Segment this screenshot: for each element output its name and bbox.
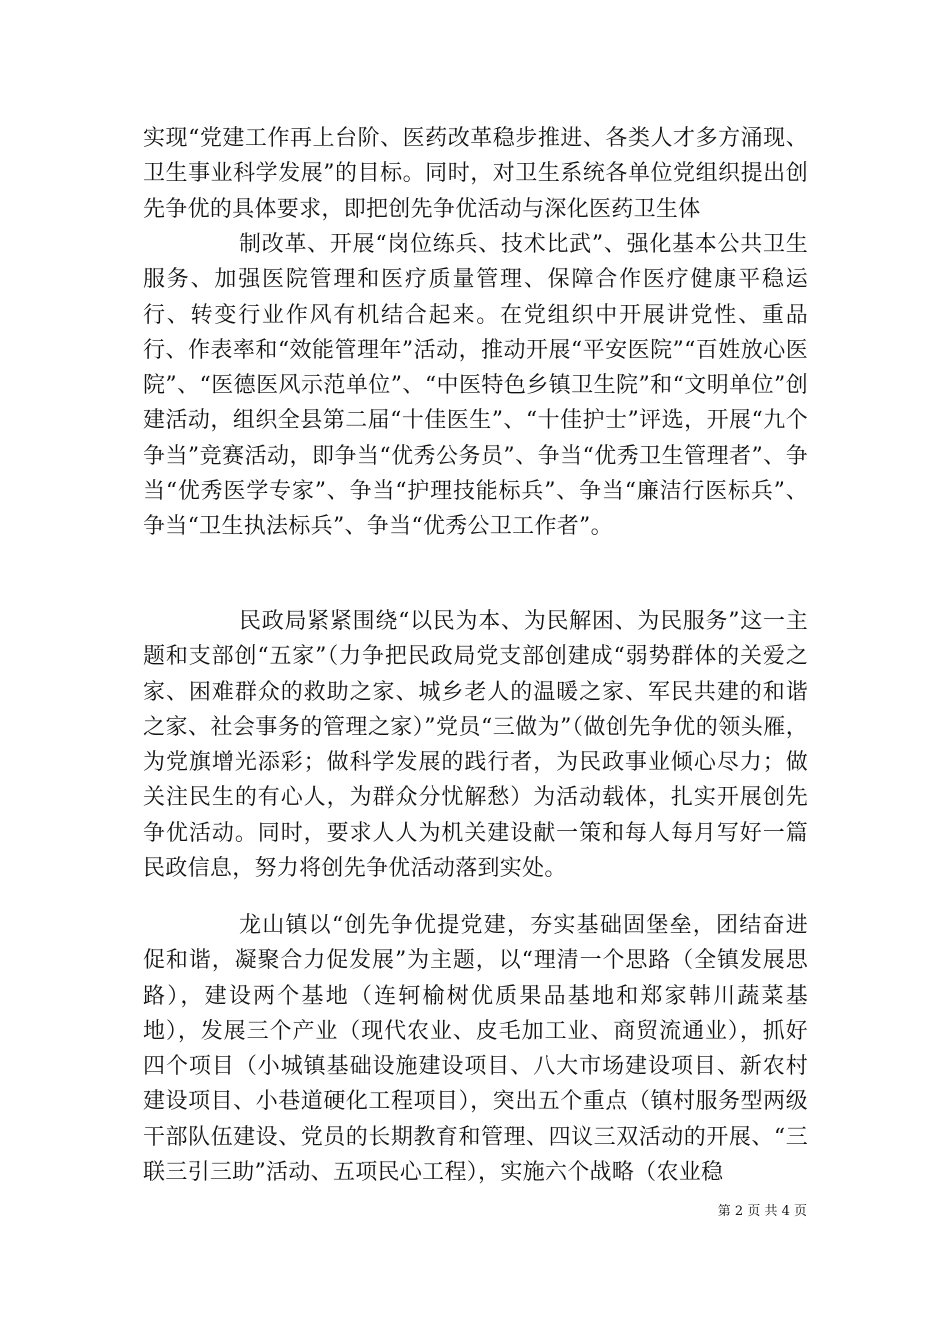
paragraph-longshan-town: 龙山镇以“创先争优提党建，夯实基础固堡垒，团结奋进促和谐，凝聚合力促发展”为主题，以“理清一个思路（全镇发展思路），建设两个基地（连轲榆树优质果品基地和郑家韩川蔬菜基地），发展三个产业（现代农业、皮毛加工业、商贸流通业），抓好四个项目（小城镇基础设施建设项目、八大市场建设项目、新农村建设项目、小巷道硬化工程项目），突出五个重点（镇村服务型两级干部队伍建设、党员的长期教育和管理、四议三双活动的开展、“三联三引三助”活动、五项民心工程），实施六个战略（农业稳 <box>143 913 808 1186</box>
page-number-footer: 第 2 页 共 4 页 <box>717 1204 807 1219</box>
paragraph-health-activities: 制改革、开展“岗位练兵、技术比武”、强化基本公共卫生服务、加强医院管理和医疗质量管理、保障合作医疗健康平稳运行、转变行业作风有机结合起来。在党组织中开展讲党性、重品行、作表率和“效能管理年”活动，推动开展“平安医院”“百姓放心医院”、“医德医风示范单位”、“中医特色乡镇卫生院”和“文明单位”创建活动，组织全县第二届“十佳医生”、“十佳护士”评选，开展“九个争当”竞赛活动，即争当“优秀公务员”、争当“优秀卫生管理者”、争当“优秀医学专家”、争当“护理技能标兵”、争当“廉洁行医标兵”、争当“卫生执法标兵”、争当“优秀公卫工作者”。 <box>143 232 808 540</box>
paragraph-civil-affairs: 民政局紧紧围绕“以民为本、为民解困、为民服务”这一主题和支部创“五家”（力争把民政局党支部创建成“弱势群体的关爱之家、困难群众的救助之家、城乡老人的温暖之家、军民共建的和谐之家、社会事务的管理之家）”党员“三做为”（做创先争优的领头雁，为党旗增光添彩；做科学发展的践行者，为民政事业倾心尽力；做关注民生的有心人，为群众分忧解愁）为活动载体，扎实开展创先争优活动。同时，要求人人为机关建设献一策和每人每月写好一篇民政信息，努力将创先争优活动落到实处。 <box>143 609 808 882</box>
paragraph-health-targets: 实现“党建工作再上台阶、医药改革稳步推进、各类人才多方涌现、卫生事业科学发展”的目标。同时，对卫生系统各单位党组织提出创先争优的具体要求，即把创先争优活动与深化医药卫生体 <box>143 126 808 222</box>
